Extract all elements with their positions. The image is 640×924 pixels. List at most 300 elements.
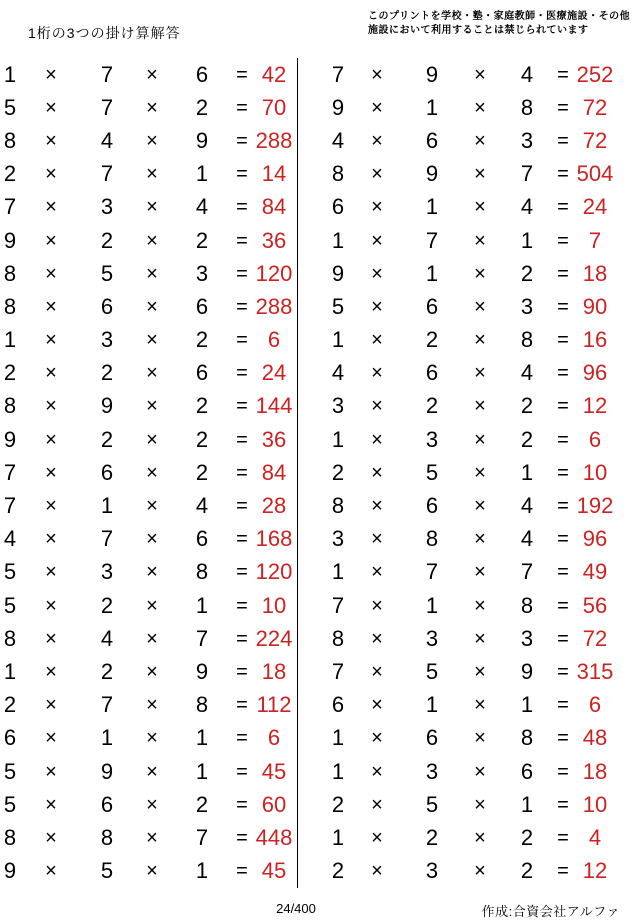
factor-2: 2 [100, 658, 114, 684]
problem-row [0, 91, 297, 124]
factor-1: 2 [3, 692, 17, 718]
multiply-sign: × [371, 295, 383, 318]
equals-sign: = [557, 428, 569, 451]
factor-2: 2 [425, 393, 439, 419]
multiply-sign: × [146, 528, 158, 551]
factor-2: 6 [425, 127, 439, 153]
factor-3: 8 [520, 327, 534, 353]
factor-3: 3 [195, 260, 209, 286]
answer-value: 90 [582, 293, 608, 319]
factor-2: 1 [425, 194, 439, 220]
factor-1: 2 [3, 161, 17, 187]
factor-3: 2 [195, 791, 209, 817]
problem-row [298, 390, 640, 423]
factor-3: 9 [195, 658, 209, 684]
factor-3: 2 [195, 459, 209, 485]
multiply-sign: × [146, 495, 158, 518]
factor-2: 4 [100, 625, 114, 651]
equals-sign: = [236, 262, 248, 285]
factor-1: 7 [3, 459, 17, 485]
multiply-sign: × [474, 63, 486, 86]
multiply-sign: × [146, 660, 158, 683]
multiply-sign: × [474, 262, 486, 285]
answer-value: 96 [582, 526, 608, 552]
factor-2: 4 [100, 127, 114, 153]
problem-row [298, 290, 640, 323]
multiply-sign: × [474, 627, 486, 650]
answer-value: 48 [582, 725, 608, 751]
problem-row [0, 722, 297, 755]
problem-row [298, 622, 640, 655]
factor-1: 9 [3, 426, 17, 452]
problem-row [0, 788, 297, 821]
factor-3: 7 [520, 161, 534, 187]
equals-sign: = [557, 528, 569, 551]
factor-1: 9 [3, 858, 17, 884]
factor-2: 3 [425, 758, 439, 784]
page-number: 24/400 [276, 901, 316, 916]
factor-3: 1 [195, 725, 209, 751]
factor-1: 6 [331, 692, 345, 718]
factor-2: 8 [425, 526, 439, 552]
factor-2: 1 [425, 592, 439, 618]
multiply-sign: × [371, 594, 383, 617]
multiply-sign: × [371, 793, 383, 816]
factor-3: 8 [195, 692, 209, 718]
factor-2: 9 [425, 161, 439, 187]
equals-sign: = [236, 395, 248, 418]
factor-3: 6 [195, 293, 209, 319]
answer-value: 72 [582, 127, 608, 153]
factor-1: 1 [331, 725, 345, 751]
page-title: 1桁の3つの掛け算解答 [28, 25, 181, 41]
answer-value: 315 [576, 658, 614, 684]
factor-3: 7 [195, 625, 209, 651]
equals-sign: = [236, 495, 248, 518]
factor-2: 1 [100, 725, 114, 751]
problem-row [0, 158, 297, 191]
factor-1: 1 [3, 658, 17, 684]
answer-value: 288 [255, 293, 293, 319]
factor-2: 6 [100, 293, 114, 319]
answer-value: 84 [261, 194, 287, 220]
multiply-sign: × [474, 826, 486, 849]
problem-row [0, 589, 297, 622]
multiply-sign: × [371, 760, 383, 783]
equals-sign: = [236, 196, 248, 219]
factor-2: 7 [425, 559, 439, 585]
answer-value: 6 [267, 725, 281, 751]
equals-sign: = [236, 63, 248, 86]
problem-row [298, 855, 640, 888]
equals-sign: = [236, 163, 248, 186]
multiply-sign: × [45, 826, 57, 849]
multiply-sign: × [45, 528, 57, 551]
factor-2: 7 [100, 61, 114, 87]
multiply-sign: × [146, 760, 158, 783]
factor-2: 5 [425, 459, 439, 485]
multiply-sign: × [45, 660, 57, 683]
multiply-sign: × [45, 262, 57, 285]
equals-sign: = [557, 129, 569, 152]
factor-1: 8 [3, 260, 17, 286]
factor-2: 6 [425, 725, 439, 751]
factor-2: 2 [100, 360, 114, 386]
multiply-sign: × [371, 461, 383, 484]
factor-3: 4 [520, 360, 534, 386]
factor-1: 1 [331, 227, 345, 253]
factor-3: 1 [195, 592, 209, 618]
factor-1: 3 [331, 526, 345, 552]
multiply-sign: × [371, 329, 383, 352]
equals-sign: = [236, 793, 248, 816]
equals-sign: = [557, 96, 569, 119]
answer-value: 10 [261, 592, 287, 618]
problem-row [0, 821, 297, 854]
factor-3: 3 [520, 625, 534, 651]
factor-2: 5 [425, 791, 439, 817]
multiply-sign: × [45, 727, 57, 750]
factor-3: 2 [195, 426, 209, 452]
multiply-sign: × [474, 362, 486, 385]
multiply-sign: × [146, 627, 158, 650]
equals-sign: = [236, 528, 248, 551]
problem-row [298, 357, 640, 390]
multiply-sign: × [146, 63, 158, 86]
problem-row [0, 390, 297, 423]
factor-1: 1 [331, 426, 345, 452]
multiply-sign: × [45, 495, 57, 518]
factor-2: 6 [100, 459, 114, 485]
factor-1: 1 [3, 61, 17, 87]
multiply-sign: × [474, 495, 486, 518]
multiply-sign: × [474, 428, 486, 451]
answer-value: 252 [576, 61, 614, 87]
factor-3: 8 [520, 592, 534, 618]
factor-2: 2 [425, 824, 439, 850]
factor-1: 9 [331, 260, 345, 286]
problem-row [298, 423, 640, 456]
equals-sign: = [557, 395, 569, 418]
factor-2: 1 [100, 493, 114, 519]
factor-3: 2 [520, 426, 534, 452]
factor-3: 1 [520, 692, 534, 718]
factor-1: 5 [3, 559, 17, 585]
problem-row [298, 324, 640, 357]
equals-sign: = [236, 362, 248, 385]
multiply-sign: × [371, 495, 383, 518]
answer-value: 24 [582, 194, 608, 220]
equals-sign: = [557, 362, 569, 385]
multiply-sign: × [146, 229, 158, 252]
problem-row [0, 489, 297, 522]
multiply-sign: × [146, 262, 158, 285]
multiply-sign: × [146, 362, 158, 385]
multiply-sign: × [474, 727, 486, 750]
answer-value: 24 [261, 360, 287, 386]
factor-2: 2 [100, 227, 114, 253]
answer-value: 7 [588, 227, 602, 253]
multiply-sign: × [371, 826, 383, 849]
problem-row [298, 158, 640, 191]
equals-sign: = [557, 262, 569, 285]
answer-value: 14 [261, 161, 287, 187]
problem-row [298, 655, 640, 688]
factor-3: 2 [520, 260, 534, 286]
answer-value: 12 [582, 393, 608, 419]
factor-2: 3 [100, 559, 114, 585]
multiply-sign: × [371, 627, 383, 650]
factor-1: 7 [331, 658, 345, 684]
factor-3: 4 [520, 61, 534, 87]
multiply-sign: × [45, 96, 57, 119]
usage-disclaimer [368, 10, 630, 38]
factor-1: 8 [331, 625, 345, 651]
equals-sign: = [557, 660, 569, 683]
multiply-sign: × [146, 395, 158, 418]
factor-3: 4 [520, 194, 534, 220]
equals-sign: = [557, 329, 569, 352]
multiply-sign: × [474, 129, 486, 152]
problem-row [298, 224, 640, 257]
multiply-sign: × [371, 229, 383, 252]
factor-1: 4 [331, 127, 345, 153]
factor-1: 3 [331, 393, 345, 419]
factor-3: 1 [195, 161, 209, 187]
answer-value: 18 [582, 260, 608, 286]
multiply-sign: × [371, 860, 383, 883]
factor-2: 6 [425, 293, 439, 319]
multiply-sign: × [474, 694, 486, 717]
factor-3: 1 [520, 459, 534, 485]
equals-sign: = [557, 627, 569, 650]
disclaimer-line-2: 施設において利用することは禁じられています [368, 25, 589, 36]
multiply-sign: × [371, 129, 383, 152]
equals-sign: = [236, 329, 248, 352]
factor-3: 6 [195, 526, 209, 552]
factor-3: 6 [195, 360, 209, 386]
multiply-sign: × [371, 428, 383, 451]
multiply-sign: × [45, 129, 57, 152]
factor-3: 4 [195, 194, 209, 220]
equals-sign: = [236, 660, 248, 683]
answer-value: 504 [576, 161, 614, 187]
problem-row [0, 290, 297, 323]
factor-1: 2 [3, 360, 17, 386]
factor-3: 4 [195, 493, 209, 519]
equals-sign: = [236, 561, 248, 584]
problem-row [0, 655, 297, 688]
factor-1: 5 [3, 94, 17, 120]
factor-3: 8 [520, 725, 534, 751]
equals-sign: = [557, 727, 569, 750]
multiply-sign: × [474, 163, 486, 186]
factor-3: 8 [520, 94, 534, 120]
factor-2: 8 [100, 824, 114, 850]
factor-2: 9 [425, 61, 439, 87]
multiply-sign: × [45, 594, 57, 617]
factor-1: 5 [331, 293, 345, 319]
problem-row [0, 556, 297, 589]
factor-2: 6 [425, 360, 439, 386]
multiply-sign: × [474, 229, 486, 252]
factor-3: 9 [520, 658, 534, 684]
multiply-sign: × [146, 96, 158, 119]
factor-3: 3 [520, 293, 534, 319]
factor-2: 3 [425, 858, 439, 884]
factor-1: 2 [331, 459, 345, 485]
factor-1: 8 [331, 493, 345, 519]
factor-1: 5 [3, 592, 17, 618]
answer-value: 42 [261, 61, 287, 87]
equals-sign: = [236, 96, 248, 119]
factor-3: 9 [195, 127, 209, 153]
problem-row [0, 523, 297, 556]
factor-2: 7 [100, 94, 114, 120]
equals-sign: = [557, 793, 569, 816]
answer-value: 6 [588, 692, 602, 718]
answer-value: 4 [588, 824, 602, 850]
problems-column-right [298, 58, 640, 888]
equals-sign: = [557, 63, 569, 86]
factor-2: 5 [100, 858, 114, 884]
answer-value: 120 [255, 260, 293, 286]
multiply-sign: × [371, 362, 383, 385]
multiply-sign: × [146, 594, 158, 617]
problem-row [0, 191, 297, 224]
problem-row [0, 257, 297, 290]
equals-sign: = [236, 860, 248, 883]
factor-1: 6 [3, 725, 17, 751]
multiply-sign: × [45, 295, 57, 318]
factor-2: 7 [100, 161, 114, 187]
equals-sign: = [557, 826, 569, 849]
equals-sign: = [236, 295, 248, 318]
factor-2: 2 [100, 426, 114, 452]
multiply-sign: × [371, 727, 383, 750]
factor-2: 6 [100, 791, 114, 817]
answer-value: 36 [261, 426, 287, 452]
answer-value: 84 [261, 459, 287, 485]
equals-sign: = [557, 196, 569, 219]
multiply-sign: × [474, 860, 486, 883]
factor-2: 1 [425, 692, 439, 718]
problems-column-left [0, 58, 298, 888]
multiply-sign: × [371, 528, 383, 551]
factor-1: 1 [331, 327, 345, 353]
multiply-sign: × [45, 760, 57, 783]
factor-1: 7 [3, 493, 17, 519]
factor-2: 3 [425, 625, 439, 651]
multiply-sign: × [474, 395, 486, 418]
answer-value: 18 [261, 658, 287, 684]
factor-3: 2 [195, 94, 209, 120]
multiply-sign: × [45, 793, 57, 816]
equals-sign: = [557, 163, 569, 186]
factor-2: 3 [100, 327, 114, 353]
answer-value: 192 [576, 493, 614, 519]
answer-value: 6 [588, 426, 602, 452]
multiply-sign: × [371, 262, 383, 285]
equals-sign: = [236, 129, 248, 152]
problem-row [298, 788, 640, 821]
equals-sign: = [236, 760, 248, 783]
multiply-sign: × [371, 694, 383, 717]
multiply-sign: × [45, 329, 57, 352]
multiply-sign: × [474, 793, 486, 816]
factor-3: 8 [195, 559, 209, 585]
factor-1: 4 [331, 360, 345, 386]
factor-2: 7 [100, 692, 114, 718]
factor-1: 8 [3, 293, 17, 319]
equals-sign: = [557, 295, 569, 318]
factor-1: 7 [331, 592, 345, 618]
multiply-sign: × [474, 96, 486, 119]
factor-3: 6 [195, 61, 209, 87]
problem-row [298, 689, 640, 722]
problem-row [298, 58, 640, 91]
factor-3: 1 [195, 758, 209, 784]
factor-3: 3 [520, 127, 534, 153]
multiply-sign: × [146, 329, 158, 352]
factor-1: 8 [3, 824, 17, 850]
disclaimer-line-1: このプリントを学校・塾・家庭教師・医療施設・その他 [368, 11, 631, 22]
factor-2: 1 [425, 94, 439, 120]
factor-1: 7 [3, 194, 17, 220]
answer-value: 60 [261, 791, 287, 817]
factor-1: 2 [331, 791, 345, 817]
problem-row [0, 622, 297, 655]
answer-value: 72 [582, 625, 608, 651]
multiply-sign: × [146, 727, 158, 750]
factor-1: 1 [331, 758, 345, 784]
factor-3: 4 [520, 526, 534, 552]
multiply-sign: × [474, 461, 486, 484]
problem-row [298, 589, 640, 622]
factor-1: 8 [3, 393, 17, 419]
factor-2: 7 [425, 227, 439, 253]
equals-sign: = [557, 495, 569, 518]
answer-value: 16 [582, 327, 608, 353]
problem-row [298, 257, 640, 290]
multiply-sign: × [45, 196, 57, 219]
answer-value: 96 [582, 360, 608, 386]
problem-row [0, 124, 297, 157]
problem-row [298, 556, 640, 589]
factor-1: 9 [331, 94, 345, 120]
answer-value: 49 [582, 559, 608, 585]
multiply-sign: × [146, 295, 158, 318]
answer-value: 56 [582, 592, 608, 618]
equals-sign: = [557, 229, 569, 252]
answer-value: 70 [261, 94, 287, 120]
factor-1: 1 [331, 559, 345, 585]
multiply-sign: × [45, 395, 57, 418]
factor-1: 6 [331, 194, 345, 220]
multiply-sign: × [146, 461, 158, 484]
factor-2: 6 [425, 493, 439, 519]
multiply-sign: × [371, 196, 383, 219]
multiply-sign: × [146, 793, 158, 816]
problem-row [0, 456, 297, 489]
factor-3: 1 [520, 791, 534, 817]
factor-2: 5 [100, 260, 114, 286]
factor-3: 2 [520, 393, 534, 419]
multiply-sign: × [371, 395, 383, 418]
equals-sign: = [557, 461, 569, 484]
factor-1: 8 [3, 625, 17, 651]
factor-1: 8 [3, 127, 17, 153]
